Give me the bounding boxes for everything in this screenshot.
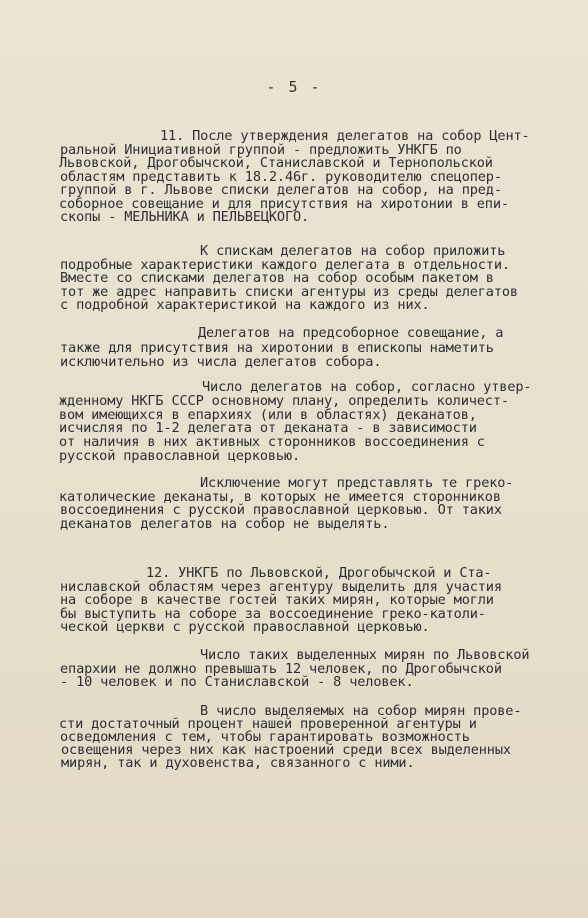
text-line: В число выделяемых на собор мирян прове- — [200, 703, 522, 719]
text-line: исключительно из числа делегатов собора. — [60, 354, 382, 370]
text-line: воссоединения с русской православной церковью. От таких — [60, 502, 502, 518]
text-line: жденному НКГБ СССР основному плану, определить количест- — [59, 392, 509, 409]
text-line: Делегатов на предсоборное совещание, а — [198, 325, 504, 341]
text-line: вом имеющихся в епархиях (или в областях) деканатов, — [59, 406, 477, 423]
text-line: осведомления с тем, чтобы гарантировать возможность — [60, 729, 470, 745]
text-line: освещения через них как настроений среди всех выделенных — [61, 742, 511, 758]
text-line: 12. УНКГБ по Львовской, Дрогобычской и Ста- — [146, 565, 492, 581]
text-line: исчисляя по 1-2 делегата от деканата - в зависимости — [59, 420, 477, 437]
text-line: также для присутствия на хиротонии в епископы наметить — [60, 339, 494, 356]
text-line: Вместе со списками делегатов на собор особым пакетом в — [60, 270, 494, 286]
text-line: ческой церкви с русской православной церковью. — [60, 619, 430, 635]
text-line: К спискам делегатов на собор приложить — [200, 243, 506, 259]
page-number: - 5 - — [266, 78, 322, 96]
text-line: от наличия в них активных сторонников воссоединения с — [59, 434, 485, 451]
text-line: на соборе в качестве гостей таких мирян, которые могли — [60, 592, 494, 608]
text-line: Львовской, Дрогобычской, Станиславской и Тернопольской — [59, 155, 493, 171]
text-line: тот же адрес направить списки агентуры из среды делегатов — [60, 283, 518, 300]
text-line: соборное совещание и для присутствия на хиротонии в епи- — [59, 195, 509, 212]
text-line: - 10 человек и по Станиславской - 8 человек. — [60, 674, 414, 690]
text-line: 11. После утверждения делегатов на собор Цент- — [160, 128, 530, 144]
text-line: Число таких выделенных мирян по Львовской — [200, 647, 530, 663]
text-line: деканатов делегатов на собор не выделять. — [60, 515, 390, 532]
text-line: Число делегатов на собор, согласно утвер- — [202, 379, 532, 395]
text-line: католические деканаты, в которых не имеется сторонников — [59, 488, 501, 505]
text-line: ниславской областям через агентуру выделить для участия — [60, 578, 502, 595]
text-line: скопы - МЕЛЬНИКА и ПЕЛЬВЕЦКОГО. — [60, 209, 310, 225]
text-line: епархии не должно превышать 12 человек, по Дрогобычской — [60, 660, 502, 677]
text-line: русской православной церковью. — [59, 448, 301, 464]
text-line: мирян, так и духовенства, связанного с ними. — [61, 755, 415, 771]
text-line: областям представить к 18.2.46г. руководителю спецопер- — [60, 168, 502, 185]
text-line: группой в г. Львове списки делегатов на собор, на пред- — [60, 182, 502, 198]
text-line: Исключение могут представлять те греко- — [200, 475, 514, 491]
text-line: с подробной характеристикой на каждого из них. — [60, 297, 430, 313]
text-line: подробные характеристики каждого делегата в отдельности. — [60, 256, 510, 273]
text-line: бы выступить на соборе за воссоединение греко-католи- — [60, 605, 486, 622]
text-line: сти достаточный процент нашей проверенной агентуры и — [59, 716, 477, 732]
text-line: ральной Инициативной группой - предложить УНКГБ по — [60, 141, 462, 158]
